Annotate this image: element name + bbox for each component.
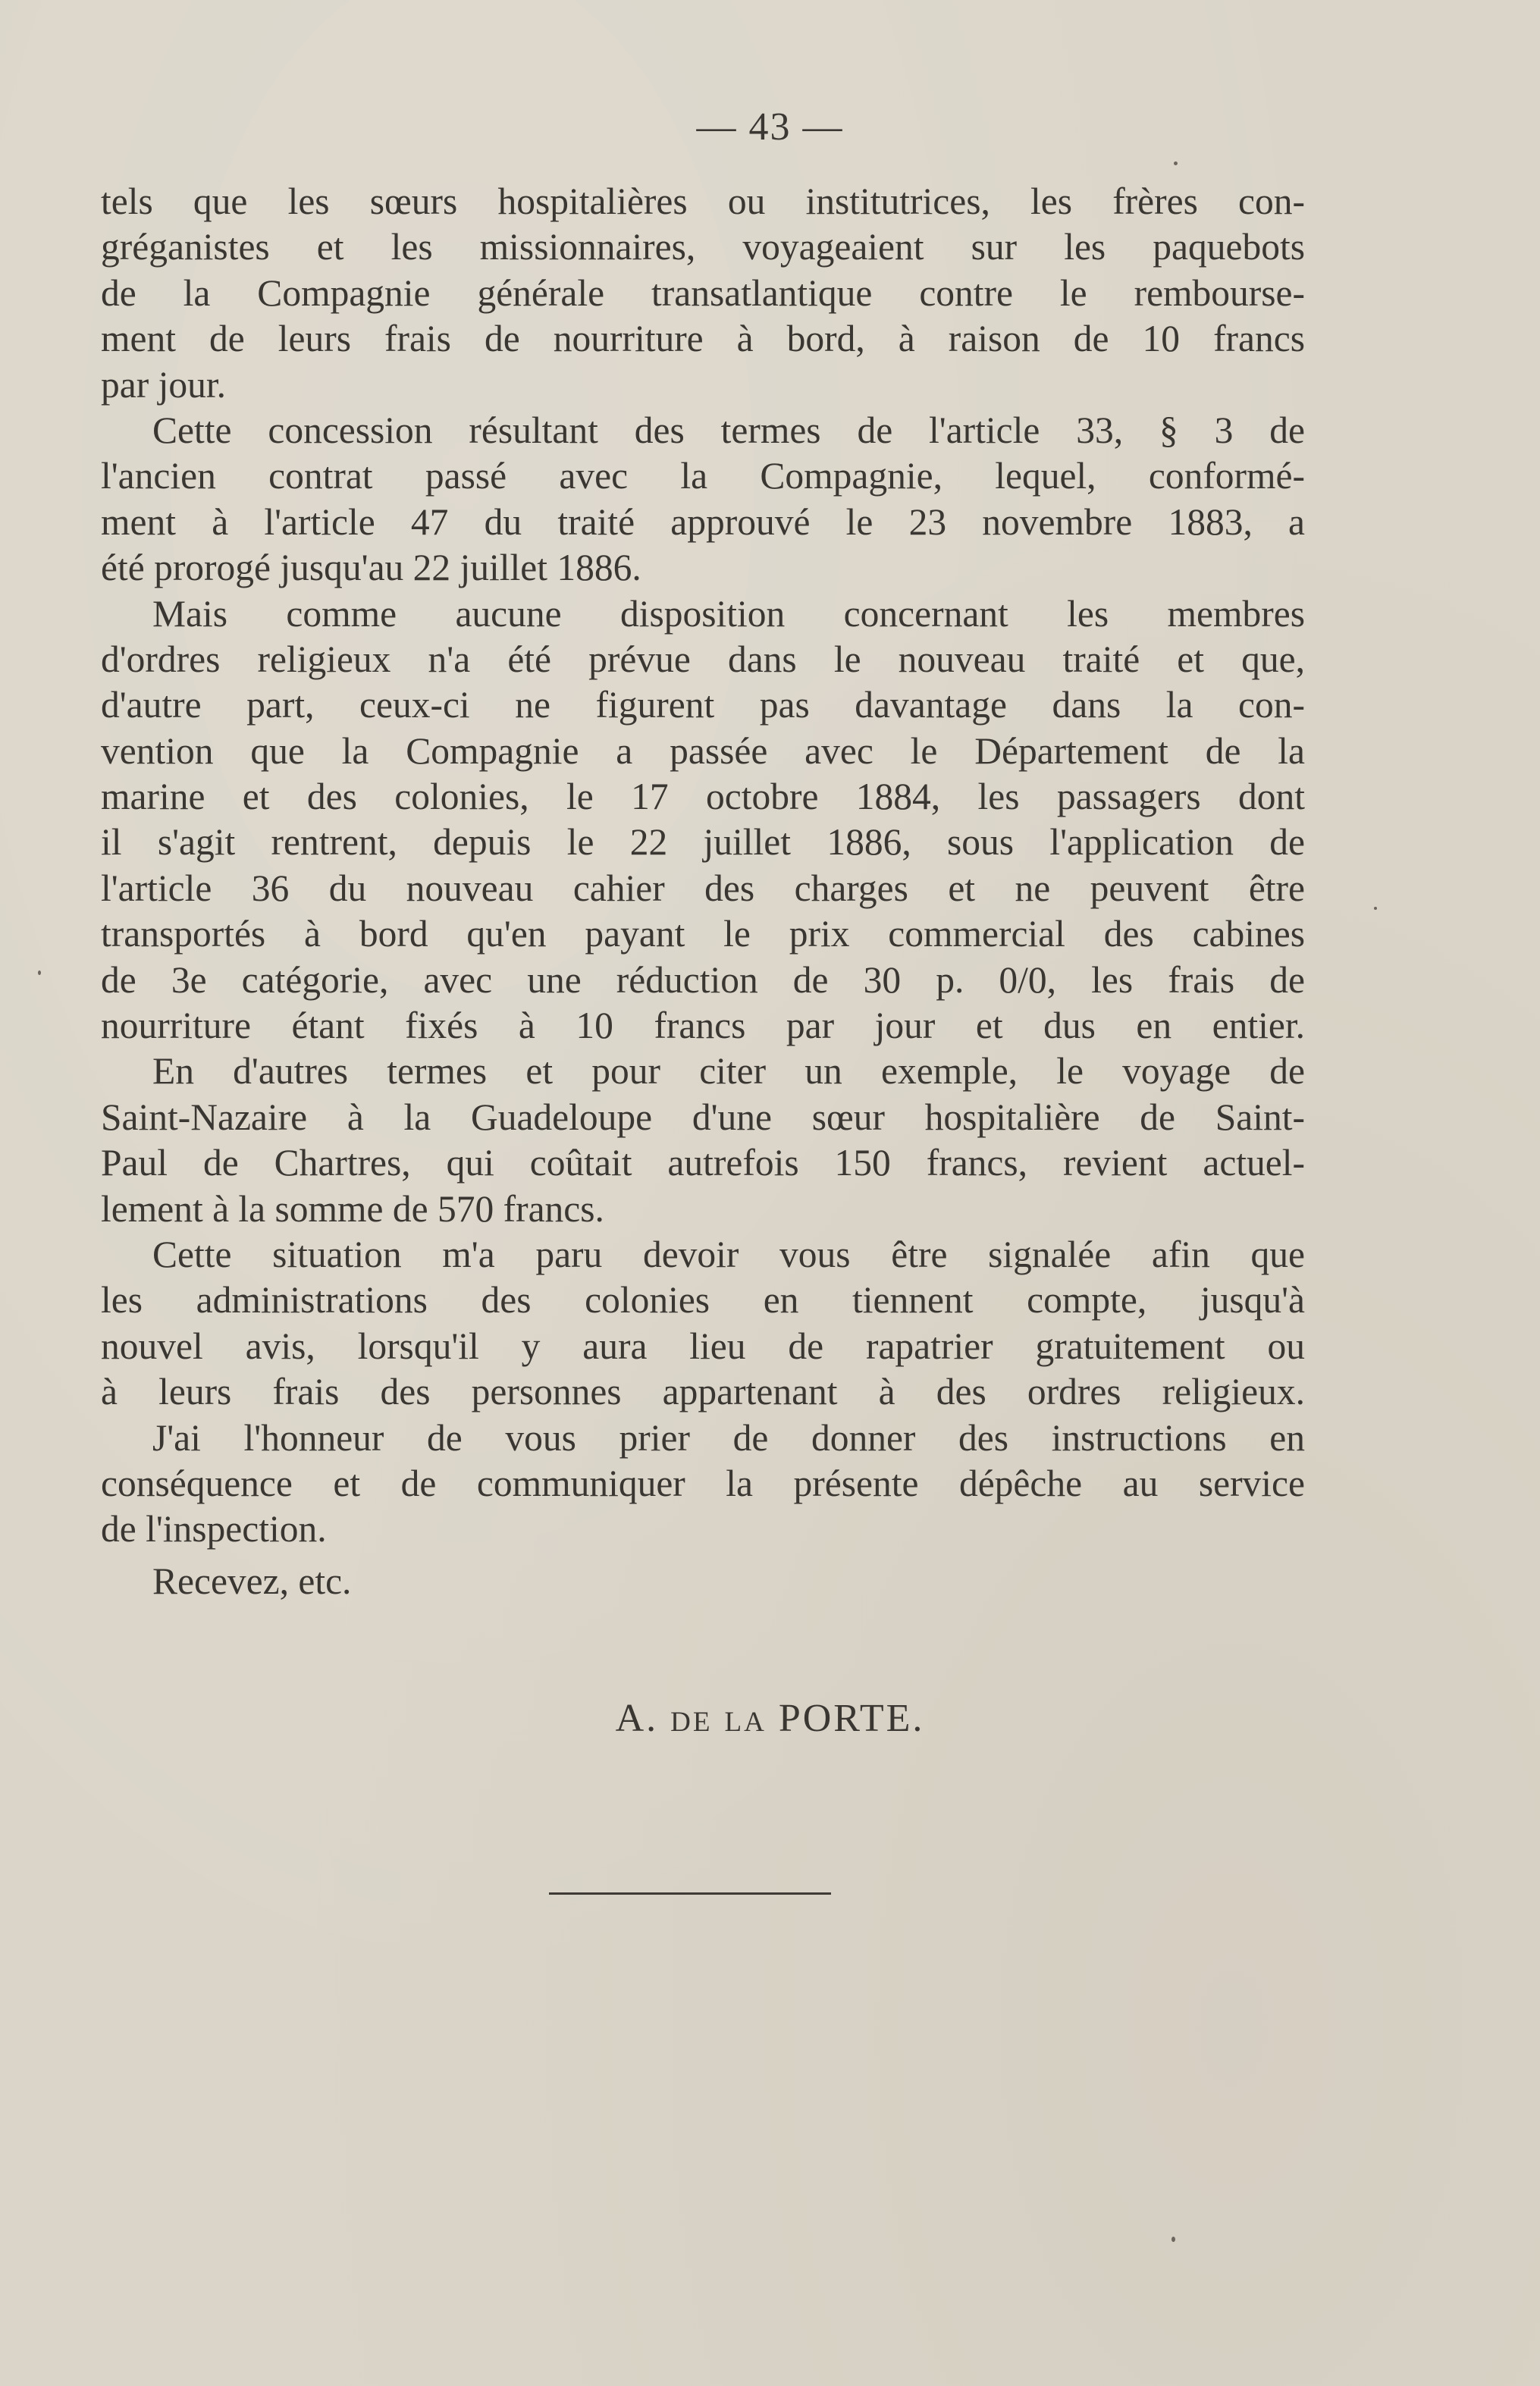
paragraph-2 xyxy=(101,408,1305,591)
scan-speck xyxy=(1174,161,1178,165)
signature-initial: A. xyxy=(615,1697,659,1740)
closing-rule xyxy=(549,1892,831,1895)
signature-particle: DE xyxy=(670,1707,713,1738)
text-line: par jour. xyxy=(101,363,226,406)
text-line: Saint-Nazaire à la Guadeloupe d'une sœur hospitalière de Saint- xyxy=(101,1096,1305,1138)
text-line: de l'inspection. xyxy=(101,1508,327,1550)
text-line: marine et des colonies, le 17 octobre 1884, les passagers dont xyxy=(101,776,1305,818)
text-line: nourriture étant fixés à 10 francs par jour et dus en entier. xyxy=(101,1005,1305,1047)
signature xyxy=(0,1696,1540,1741)
text-line: il s'agit rentrent, depuis le 22 juillet 1886, sous l'application de xyxy=(101,821,1305,864)
text-line: transportés à bord qu'en payant le prix commercial des cabines xyxy=(101,913,1305,955)
paragraph-3 xyxy=(101,591,1305,1049)
letter-body xyxy=(101,179,1305,1604)
text-line: l'ancien contrat passé avec la Compagnie, lequel, conformé- xyxy=(101,455,1305,497)
paragraph-1 xyxy=(101,179,1305,408)
paragraph-4 xyxy=(101,1049,1305,1232)
text-line: l'article 36 du nouveau cahier des charges et ne peuvent être xyxy=(101,867,1305,909)
page-number: — 43 — xyxy=(696,105,844,149)
text-line: été prorogé jusqu'au 22 juillet 1886. xyxy=(101,547,641,589)
signature-particle: LA xyxy=(724,1707,767,1738)
paragraph-6 xyxy=(101,1416,1305,1553)
text-line: conséquence et de communiquer la présente dépêche au service xyxy=(101,1462,1305,1504)
text-line: Mais comme aucune disposition concernant les membres xyxy=(152,592,1305,635)
text-line: de la Compagnie générale transatlantique contre le rembourse- xyxy=(101,271,1305,314)
text-line: Cette concession résultant des termes de l'article 33, § 3 de xyxy=(152,409,1305,451)
text-line: ment de leurs frais de nourriture à bord, à raison de 10 francs xyxy=(101,318,1305,360)
text-line: ment à l'article 47 du traité approuvé le 23 novembre 1883, a xyxy=(101,500,1305,543)
scan-speck xyxy=(1374,907,1377,910)
closing-line: Recevez, etc. xyxy=(152,1560,352,1602)
text-line: de 3e catégorie, avec une réduction de 30 p. 0/0, les frais de xyxy=(101,958,1305,1001)
text-line: d'ordres religieux n'a été prévue dans le nouveau traité et que, xyxy=(101,638,1305,680)
scan-speck xyxy=(1171,2237,1175,2242)
closing xyxy=(101,1559,1305,1604)
text-line: à leurs frais des personnes appartenant à des ordres religieux. xyxy=(101,1371,1305,1413)
text-line: Paul de Chartres, qui coûtait autrefois 150 francs, revient actuel- xyxy=(101,1142,1305,1184)
text-line: J'ai l'honneur de vous prier de donner des instructions en xyxy=(152,1416,1305,1459)
text-line: nouvel avis, lorsqu'il y aura lieu de rapatrier gratuitement ou xyxy=(101,1325,1305,1367)
scan-speck xyxy=(38,970,41,975)
text-line: En d'autres termes et pour citer un exemple, le voyage de xyxy=(152,1050,1305,1093)
paragraph-5 xyxy=(101,1232,1305,1416)
signature-surname: PORTE. xyxy=(778,1697,925,1740)
text-line: lement à la somme de 570 francs. xyxy=(101,1187,604,1230)
text-line: gréganistes et les missionnaires, voyageaient sur les paquebots xyxy=(101,226,1305,268)
text-line: d'autre part, ceux-ci ne figurent pas davantage dans la con- xyxy=(101,684,1305,726)
text-line: Cette situation m'a paru devoir vous être signalée afin que xyxy=(152,1233,1305,1275)
text-line: vention que la Compagnie a passée avec le Département de la xyxy=(101,729,1305,772)
text-line: tels que les sœurs hospitalières ou institutrices, les frères con- xyxy=(101,180,1305,222)
text-line: les administrations des colonies en tiennent compte, jusqu'à xyxy=(101,1279,1305,1322)
